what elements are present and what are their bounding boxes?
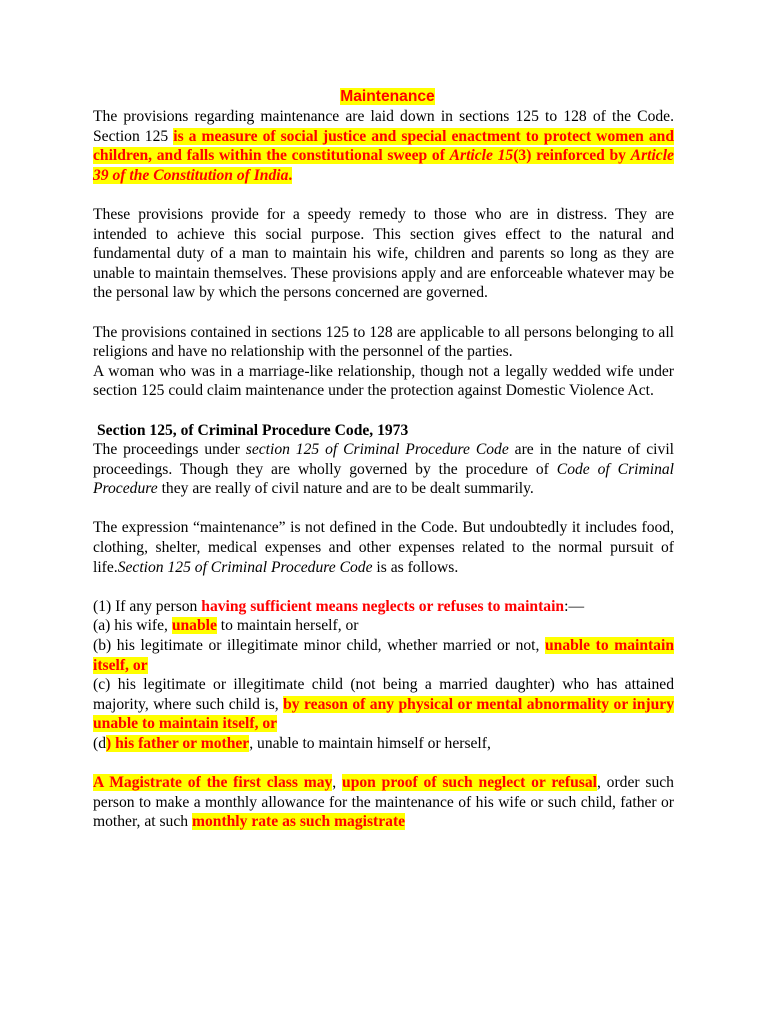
text-run: are in the nature of civil proceedings. Though they are wholly governed by the procedure of — [93, 441, 674, 478]
text-run: (1) If any person — [93, 597, 202, 615]
highlighted-text: A Magistrate of the first class may — [93, 774, 333, 792]
text-run: is as follows. — [372, 558, 459, 576]
highlighted-text: upon proof of such neglect or refusal — [342, 774, 597, 792]
italic-text: Article 39 of the Constitution of India — [93, 147, 674, 184]
text-run: , order such person to make a monthly allowance for the maintenance of his wife or such child, father or mother, at such — [93, 774, 674, 831]
text-run: , unable to maintain himself or herself, — [249, 735, 491, 752]
red-text: having sufficient means neglects or refuses to maintain — [201, 597, 565, 615]
paragraph-intro — [93, 107, 674, 185]
highlighted-text: monthly rate as such magistrate — [191, 813, 406, 831]
highlighted-text: by reason of any physical or mental abnormality or injury unable to maintain itself, or — [93, 695, 674, 733]
paragraph-purpose: These provisions provide for a speedy remedy to those who are in distress. They are intended to achieve this social purpose. This section gives effect to the natural and fundamental duty of a man to maintain his wife, children and parents so long as they are unable to maintain themselves. These provisions apply and are enforceable whatever may be the personal law by which the persons concerned are governed. — [93, 205, 674, 302]
clause-b — [93, 636, 674, 675]
text-run: The provisions regarding maintenance are laid down in sections 125 to 128 of the Code. Section 125 — [93, 108, 674, 145]
clause-d — [93, 734, 674, 754]
paragraph-domestic-violence: A woman who was in a marriage-like relationship, though not a legally wedded wife under section 125 could claim maintenance under the protection against Domestic Violence Act. — [93, 362, 674, 400]
document-page — [93, 86, 674, 832]
highlighted-text: unable to maintain itself, or — [93, 637, 674, 674]
italic-text: section 125 of Criminal Procedure Code — [245, 441, 509, 459]
highlighted-text: ) his father or mother — [106, 735, 250, 752]
text-run: The proceedings under — [93, 441, 246, 459]
text-run: is a measure of social justice and special enactment to protect women and children, and falls within the constitutional sweep of — [93, 127, 675, 165]
paragraph-applicability: The provisions contained in sections 125 to 128 are applicable to all persons belonging to all religions and have no relationship with the personnel of the parties. — [93, 323, 674, 361]
section-heading: Section 125, of Criminal Procedure Code, 1973 — [97, 421, 409, 439]
italic-text: Section 125 of Criminal Procedure Code — [117, 558, 373, 576]
clause-c — [93, 675, 674, 734]
text-run: (3) reinforced by — [513, 147, 631, 165]
paragraph-expression — [93, 518, 674, 577]
text-run: (d — [93, 735, 106, 752]
text-run: (a) his wife, — [93, 617, 172, 635]
text-run: :— — [564, 597, 585, 615]
text-run: (b) his legitimate or illegitimate minor child, whether married or not, — [93, 637, 545, 655]
text-run: . — [288, 166, 293, 184]
page-title — [101, 86, 674, 107]
title-text: Maintenance — [340, 88, 435, 105]
clause-1 — [93, 597, 674, 617]
text-run: they are really of civil nature and are to be dealt summarily. — [157, 480, 534, 498]
text-run: (c) his legitimate or illegitimate child (not being a married daughter) who has attained majority, where such child is, — [93, 676, 674, 713]
text-run: , — [332, 774, 343, 792]
text-run: to maintain herself, or — [216, 617, 359, 635]
paragraph-magistrate — [93, 773, 674, 832]
italic-text: Article 15 — [449, 147, 514, 165]
highlighted-text — [93, 128, 674, 184]
paragraph-proceedings — [93, 440, 674, 499]
clause-a — [93, 616, 674, 636]
italic-text: Code of Criminal Procedure — [93, 460, 674, 498]
highlighted-text: unable — [171, 617, 217, 635]
text-run: The expression “maintenance” is not defined in the Code. But undoubtedly it includes food, clothing, shelter, medical expenses and other expenses related to the normal pursuit of life. — [93, 519, 674, 576]
